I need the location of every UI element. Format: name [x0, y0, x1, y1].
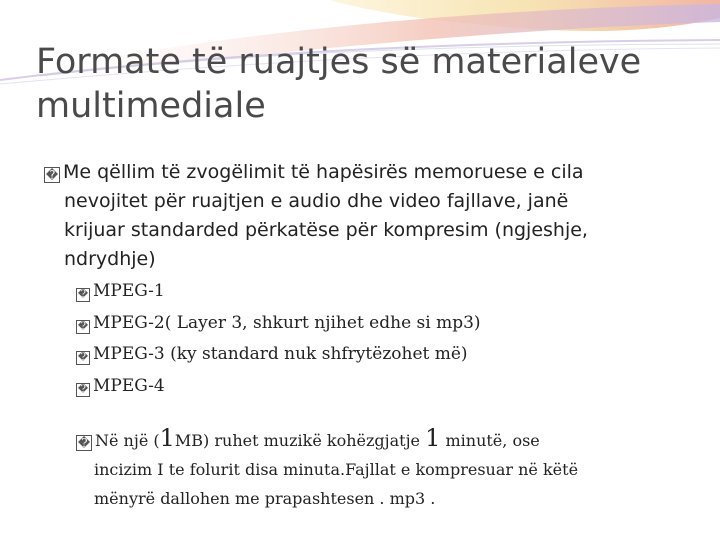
list-item-label: MPEG-1: [93, 281, 165, 301]
note-text: minutë, ose: [440, 431, 540, 450]
lead-line4: ndrydhje): [64, 248, 156, 270]
note-text: Në një (: [95, 431, 160, 450]
lead-paragraph: [44, 158, 644, 274]
bullet-icon: �: [45, 168, 59, 182]
lead-line3: krijuar standarded përkatëse për kompresim (ngjeshje,: [64, 219, 588, 241]
note-number: 1: [159, 424, 175, 452]
slide-title-line1: Formate të ruajtjes së materialeve: [36, 42, 642, 82]
bullet-icon: �: [77, 352, 89, 363]
note-number: 1: [425, 424, 441, 452]
lead-line2: nevojitet për ruajtjen e audio dhe video fajllave, janë: [64, 190, 569, 212]
list-item-label: MPEG-3 (ky standard nuk shfrytëzohet më): [93, 344, 468, 364]
note-line3: mënyrë dallohen me prapashtesen . mp3 .: [94, 489, 436, 508]
list-item-label: MPEG-4: [93, 376, 165, 396]
list-item: [76, 312, 636, 334]
list-item-label: MPEG-2( Layer 3, shkurt njihet edhe si mp3): [93, 313, 481, 333]
bullet-icon: �: [77, 436, 91, 450]
lead-line1: Me qëllim të zvogëlimit të hapësirës memoruese e cila: [63, 161, 584, 183]
list-item: [76, 375, 636, 397]
slide-title-line2: multimediale: [36, 86, 266, 126]
note-text: MB) ruhet muzikë kohëzgjatje: [174, 431, 426, 450]
list-item: [76, 343, 636, 365]
slide-title: [36, 40, 696, 128]
note-paragraph: [76, 424, 676, 513]
bullet-icon: �: [77, 384, 89, 395]
list-item: [76, 280, 636, 302]
bullet-icon: �: [77, 289, 89, 300]
note-line2: incizim I te folurit disa minuta.Fajllat e kompresuar në këtë: [94, 460, 579, 479]
bullet-icon: �: [77, 321, 89, 332]
